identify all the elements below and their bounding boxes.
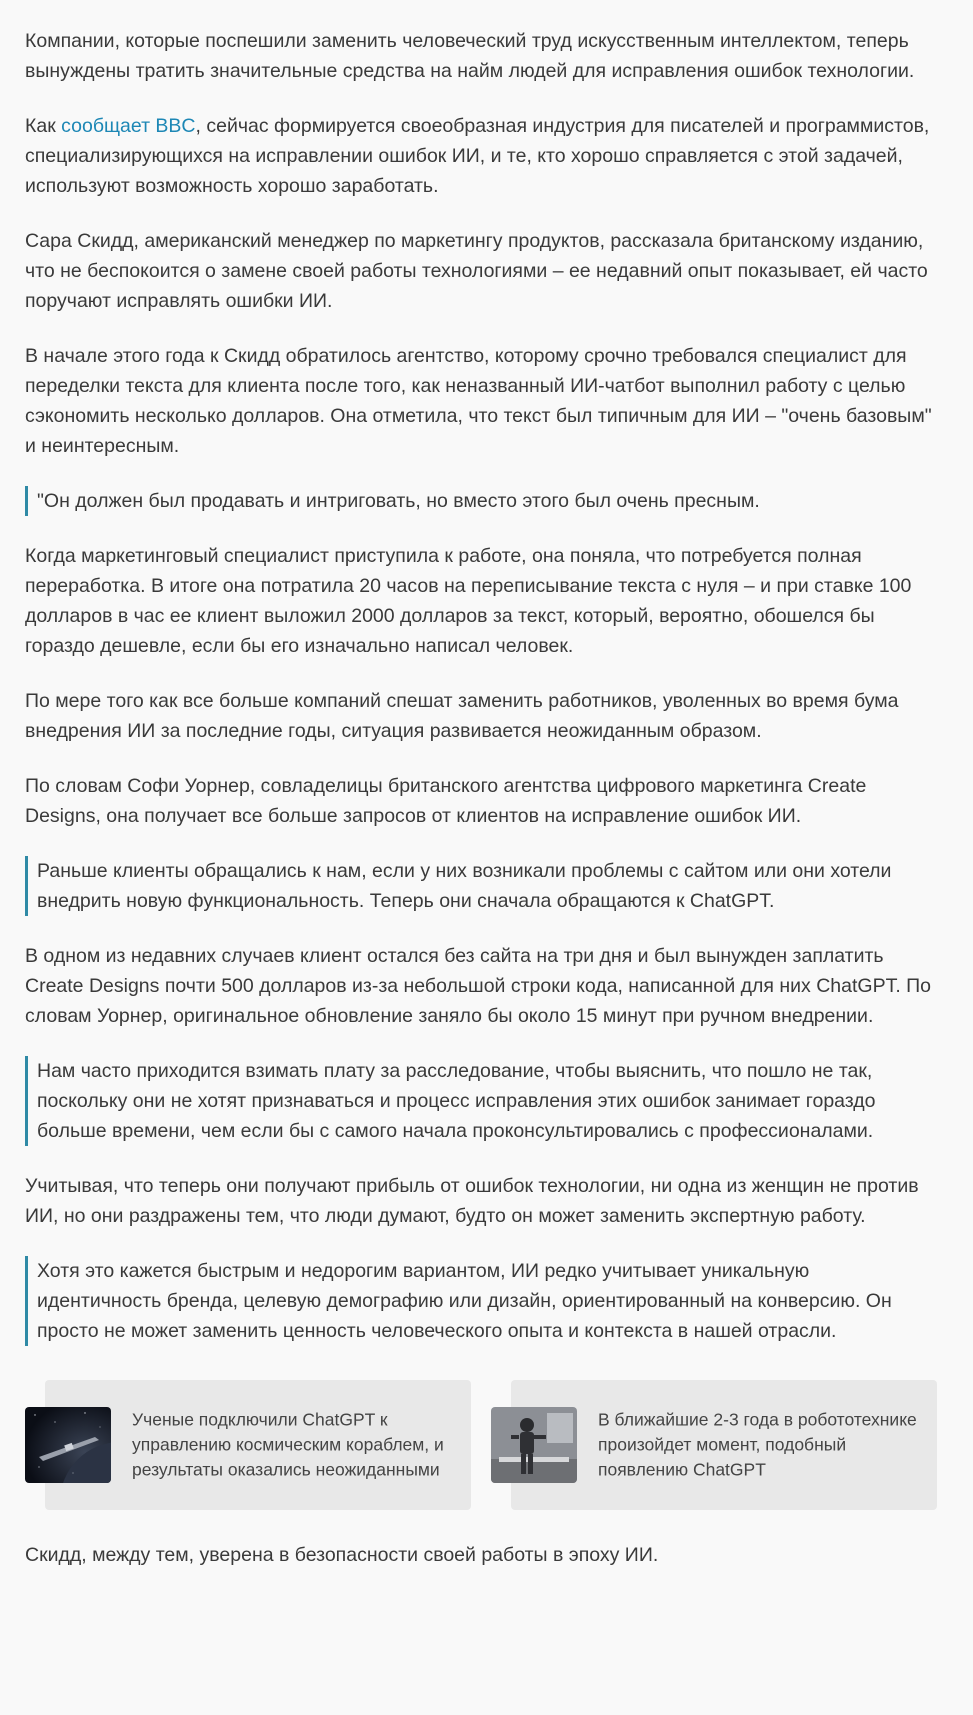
related-article-card[interactable] [511, 1380, 937, 1510]
paragraph-text: , сейчас формируется своеобразная индустрия для писателей и программистов, специализирующихся на исправлении ошибок ИИ, и те, кто хорошо справляется с этой задачей, используют возможность хорошо заработать. [25, 115, 930, 197]
paragraph-text: Как [25, 115, 62, 137]
paragraph: По мере того как все больше компаний спешат заменить работников, уволенных во время бума внедрения ИИ за последние годы, ситуация развивается неожиданным образом. [25, 690, 899, 742]
paragraph: В одном из недавних случаев клиент остался без сайта на три дня и был вынужден заплатить Create Designs почти 500 долларов из-за небольшой строки кода, написанной для них ChatGPT. По словам Уорнер, оригинальное обновление заняло бы около 15 минут при ручном внедрении. [25, 945, 932, 1027]
paragraph: Сара Скидд, американский менеджер по маркетингу продуктов, рассказала британскому изданию, что не беспокоится о замене своей работы технологиями – ее недавний опыт показывает, ей часто поручают исправлять ошибки ИИ. [25, 230, 928, 312]
robot-thumbnail[interactable] [491, 1407, 577, 1483]
quote-block: Нам часто приходится взимать плату за расследование, чтобы выяснить, что пошло не так, поскольку они не хотят признаваться и процесс исправления этих ошибок занимает гораздо больше времени, чем если бы с самого начала проконсультировались с профессионалами. [25, 1056, 937, 1146]
paragraph: Скидд, между тем, уверена в безопасности своей работы в эпоху ИИ. [25, 1544, 659, 1566]
quote-block: "Он должен был продавать и интриговать, но вместо этого был очень пресным. [25, 486, 937, 516]
paragraph [25, 111, 937, 201]
quote-block: Раньше клиенты обращались к нам, если у них возникали проблемы с сайтом или они хотели внедрить новую функциональность. Теперь они сначала обращаются к ChatGPT. [25, 856, 937, 916]
paragraph: По словам Софи Уорнер, совладелицы британского агентства цифрового маркетинга Create Designs, она получает все больше запросов от клиентов на исправление ошибок ИИ. [25, 775, 867, 827]
quote-block: Хотя это кажется быстрым и недорогим вариантом, ИИ редко учитывает уникальную идентичность бренда, целевую демографию или дизайн, ориентированный на конверсию. Он просто не может заменить ценность человеческого опыта и контекста в нашей отрасли. [25, 1256, 937, 1346]
bbc-source-link[interactable]: сообщает BBC [61, 115, 196, 137]
paragraph: Компании, которые поспешили заменить человеческий труд искусственным интеллектом, теперь вынуждены тратить значительные средства на найм людей для исправления ошибок технологии. [25, 30, 915, 82]
paragraph: В начале этого года к Скидд обратилось агентство, которому срочно требовался специалист для переделки текста для клиента после того, как неназванный ИИ-чатбот выполнил работу с целью сэкономить несколько долларов. Она отметила, что текст был типичным для ИИ – "очень базовым" и неинтересным. [25, 345, 932, 457]
related-articles [25, 1380, 937, 1510]
related-article-title[interactable]: В ближайшие 2-3 года в робототехнике произойдет момент, подобный появлению ChatGPT [598, 1409, 917, 1480]
spaceship-thumbnail[interactable] [25, 1407, 111, 1483]
related-article-card[interactable] [45, 1380, 471, 1510]
paragraph: Учитывая, что теперь они получают прибыль от ошибок технологии, ни одна из женщин не против ИИ, но они раздражены тем, что люди думают, будто он может заменить экспертную работу. [25, 1175, 919, 1227]
paragraph: Когда маркетинговый специалист приступила к работе, она поняла, что потребуется полная переработка. В итоге она потратила 20 часов на переписывание текста с нуля – и при ставке 100 долларов в час ее клиент выложил 2000 долларов за текст, который, вероятно, обошелся бы гораздо дешевле, если бы его изначально написал человек. [25, 545, 912, 657]
related-article-title[interactable]: Ученые подключили ChatGPT к управлению космическим кораблем, и результаты оказались неожиданными [132, 1409, 444, 1480]
